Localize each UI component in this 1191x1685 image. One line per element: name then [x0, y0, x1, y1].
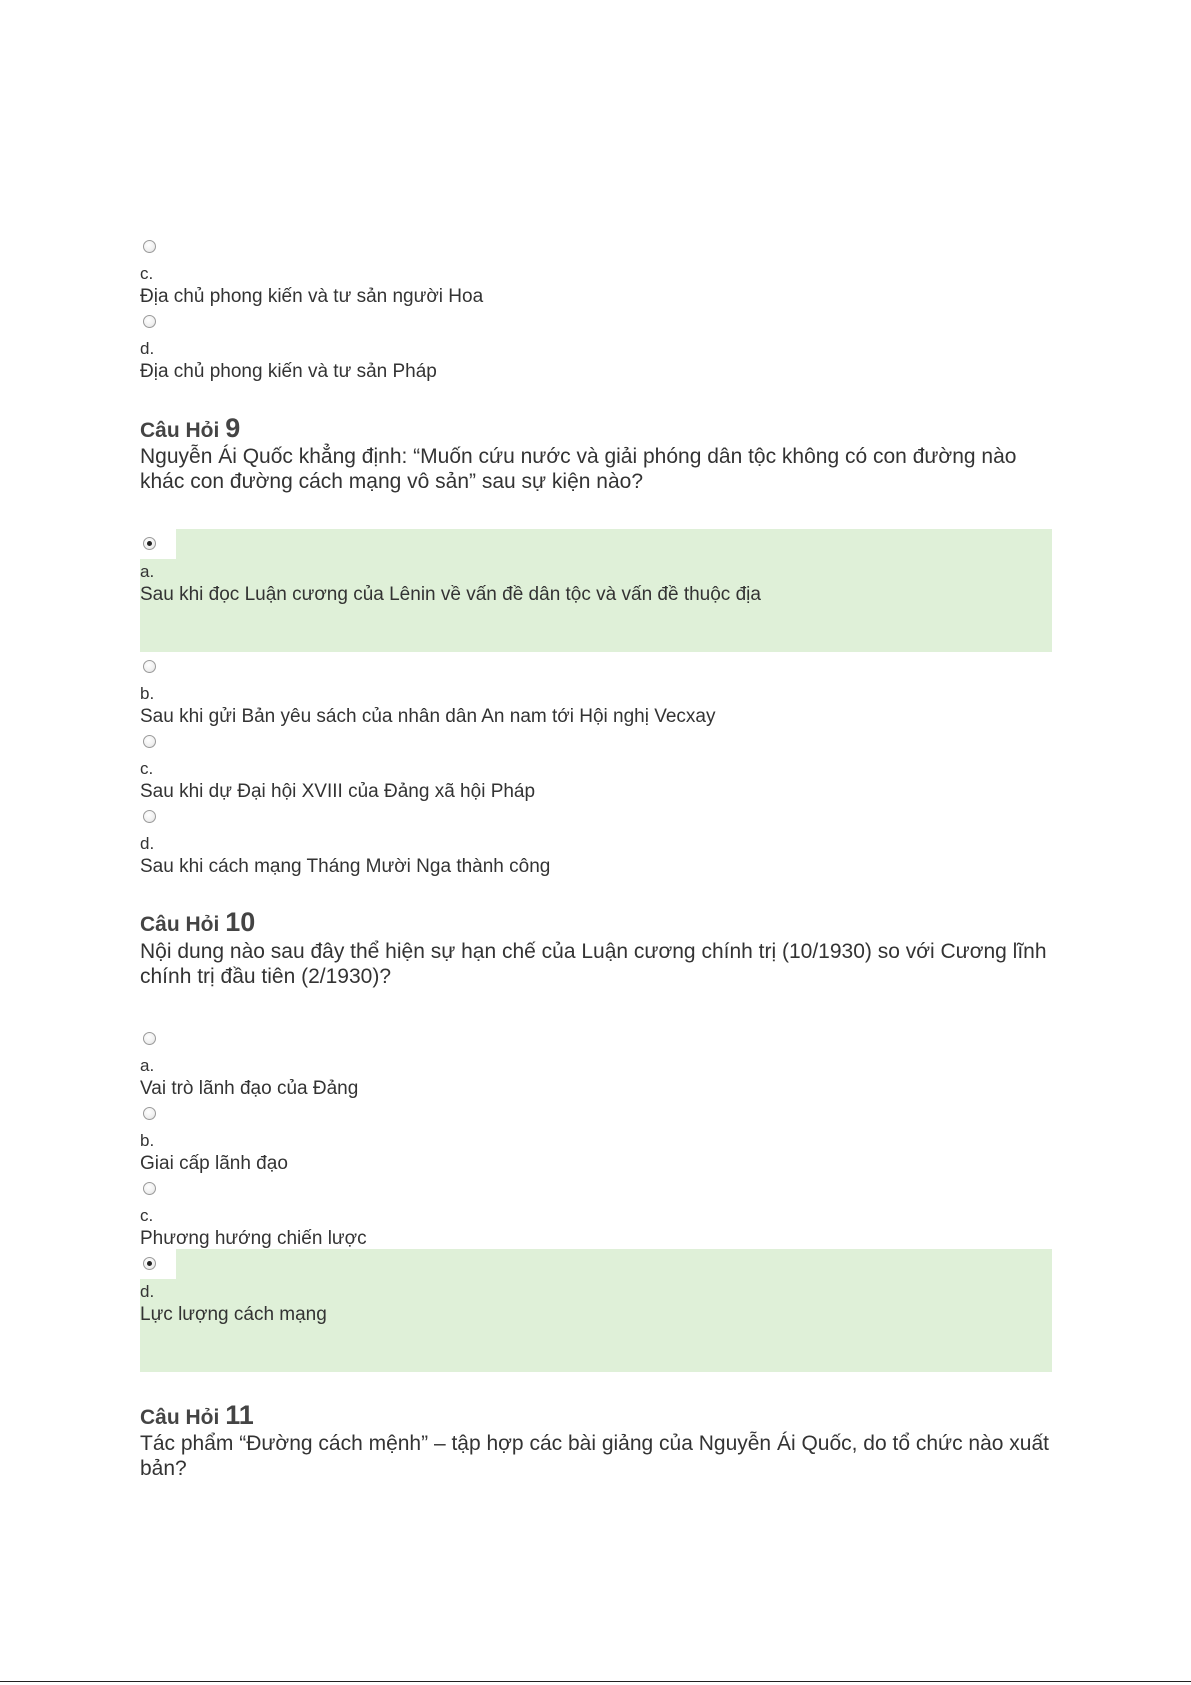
- radio-button-checked[interactable]: [143, 1257, 156, 1270]
- option-letter: d.: [140, 1282, 155, 1301]
- radio-button[interactable]: [143, 240, 156, 253]
- q8-option-d[interactable]: [140, 313, 1052, 385]
- option-letter: d.: [140, 339, 155, 358]
- q9-option-c[interactable]: [140, 733, 1052, 805]
- question-10-heading: [140, 908, 255, 939]
- radio-button[interactable]: [143, 735, 156, 748]
- page-bottom-rule: [0, 1681, 1191, 1682]
- q9-option-a[interactable]: [140, 529, 1052, 652]
- q10-option-c[interactable]: [140, 1180, 1052, 1252]
- question-10-text: Nội dung nào sau đây thể hiện sự hạn chế của Luận cương chính trị (10/1930) so với Cương lĩnh chính trị đầu tiên (2/1930)?: [140, 940, 1047, 988]
- option-letter: a.: [140, 562, 155, 581]
- radio-button[interactable]: [143, 810, 156, 823]
- question-label: Câu Hỏi: [140, 419, 220, 442]
- option-text: Sau khi gửi Bản yêu sách của nhân dân An nam tới Hội nghị Vecxay: [140, 706, 716, 727]
- question-9-heading: [140, 414, 240, 445]
- option-letter: d.: [140, 834, 155, 853]
- question-11-text: Tác phẩm “Đường cách mệnh” – tập hợp các bài giảng của Nguyễn Ái Quốc, do tổ chức nào xuất bản?: [140, 1432, 1049, 1480]
- radio-button[interactable]: [143, 315, 156, 328]
- option-text: Phương hướng chiến lược: [140, 1228, 367, 1249]
- option-text: Địa chủ phong kiến và tư sản người Hoa: [140, 286, 484, 307]
- option-letter: c.: [140, 1206, 154, 1225]
- option-text: Sau khi cách mạng Tháng Mười Nga thành công: [140, 856, 551, 877]
- q10-option-a[interactable]: [140, 1030, 1052, 1102]
- question-number: 10: [225, 907, 256, 937]
- option-text: Địa chủ phong kiến và tư sản Pháp: [140, 361, 437, 382]
- q10-option-b[interactable]: [140, 1105, 1052, 1177]
- option-text: Vai trò lãnh đạo của Đảng: [140, 1078, 359, 1099]
- question-number: 9: [225, 413, 241, 443]
- radio-button[interactable]: [143, 660, 156, 673]
- q8-option-c[interactable]: [140, 238, 1052, 310]
- radio-button[interactable]: [143, 1107, 156, 1120]
- radio-button[interactable]: [143, 1182, 156, 1195]
- option-letter: c.: [140, 759, 154, 778]
- question-label: Câu Hỏi: [140, 913, 220, 936]
- q9-option-d[interactable]: [140, 808, 1052, 880]
- radio-button[interactable]: [143, 1032, 156, 1045]
- question-label: Câu Hỏi: [140, 1406, 220, 1429]
- radio-button-checked[interactable]: [143, 537, 156, 550]
- option-letter: b.: [140, 684, 155, 703]
- option-text: Lực lượng cách mạng: [140, 1304, 327, 1325]
- question-number: 11: [225, 1400, 254, 1430]
- option-text: Sau khi dự Đại hội XVIII của Đảng xã hội Pháp: [140, 781, 536, 802]
- option-text: Giai cấp lãnh đạo: [140, 1153, 288, 1174]
- question-11-heading: [140, 1401, 254, 1432]
- q10-option-d[interactable]: [140, 1249, 1052, 1372]
- option-letter: b.: [140, 1131, 155, 1150]
- option-letter: a.: [140, 1056, 155, 1075]
- q9-option-b[interactable]: [140, 658, 1052, 730]
- question-9-text: Nguyễn Ái Quốc khẳng định: “Muốn cứu nước và giải phóng dân tộc không có con đường nào khác con đường cách mạng vô sản” sau sự kiện nào?: [140, 445, 1017, 493]
- option-text: Sau khi đọc Luận cương của Lênin về vấn đề dân tộc và vấn đề thuộc địa: [140, 584, 761, 605]
- option-letter: c.: [140, 264, 154, 283]
